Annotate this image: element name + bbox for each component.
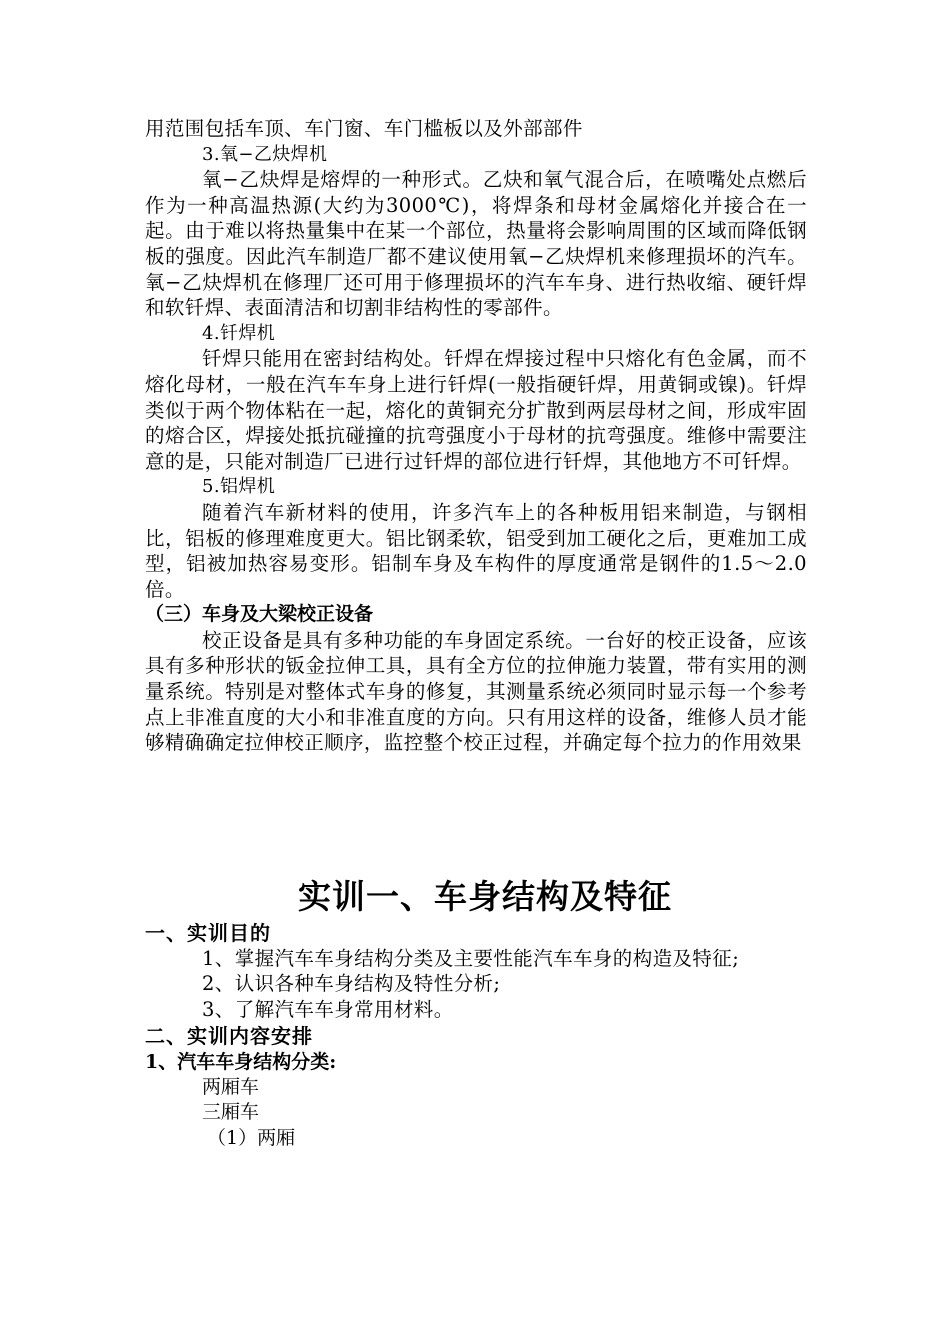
paragraph-oxy-acetylene: 氧−乙炔焊是熔焊的一种形式。乙炔和氧气混合后，在喷嘴处点燃后作为一种高温热源(大约为3000℃)，将焊条和母材金属熔化并接合在一起。由于难以将热量集中在某一个部位，热量将会影响周围的区域而降低钢板的强度。因此汽车制造厂都不建议使用氧−乙炔焊机来修理损坏的汽车。氧−乙炔焊机在修理厂还可用于修理损坏的汽车车身、进行热收缩、硬钎焊和软钎焊、表面清洁和切割非结构性的零部件。 — [145, 168, 807, 320]
list-item-two-box: 两厢车 — [202, 1075, 260, 1098]
paragraph-continuation: 用范围包括车顶、车门窗、车门槛板以及外部部件 — [145, 117, 583, 140]
paragraph-aluminum: 随着汽车新材料的使用，许多汽车上的各种板用铝来制造，与钢相比，铝板的修理难度更大。铝比钢柔软，铝受到加工硬化之后，更难加工成型，铝被加热容易变形。铝制车身及车构件的厚度通常是钢件的1.5～2.0倍。 — [145, 500, 807, 601]
blank-space — [145, 756, 807, 874]
heading-training-purpose: 一、实训目的 — [145, 920, 271, 945]
heading-body-classification: 1、汽车车身结构分类: — [145, 1050, 337, 1073]
heading-brazing-machine: 4.钎焊机 — [202, 322, 276, 344]
purpose-item-3: 3、了解汽车车身常用材料。 — [202, 998, 454, 1022]
heading-oxy-acetylene-welder: 3.氧−乙炔焊机 — [202, 143, 328, 165]
paragraph-correction-equipment: 校正设备是具有多种功能的车身固定系统。一台好的校正设备，应该具有多种形状的钣金拉伸工具，具有全方位的拉伸施力装置，带有实用的测量系统。特别是对整体式车身的修复，其测量系统必须同时显示每一个参考点上非准直度的大小和非准直度的方向。只有用这样的设备，维修人员才能够精确确定拉伸校正顺序，监控整个校正过程，并确定每个拉力的作用效果 — [145, 628, 807, 755]
list-item-three-box: 三厢车 — [202, 1101, 260, 1124]
heading-section-3: （三）车身及大梁校正设备 — [145, 603, 374, 626]
list-item-sub-1: （1）两厢 — [207, 1126, 296, 1149]
heading-aluminum-welder: 5.铝焊机 — [202, 476, 276, 498]
heading-training-arrangement: 二、实训内容安排 — [145, 1023, 313, 1048]
document-page — [145, 116, 807, 1151]
purpose-item-1: 1、掌握汽车车身结构分类及主要性能汽车车身的构造及特征; — [202, 946, 740, 970]
chapter-title: 实训一、车身结构及特征 — [298, 876, 672, 916]
paragraph-brazing: 钎焊只能用在密封结构处。钎焊在焊接过程中只熔化有色金属，而不熔化母材，一般在汽车车身上进行钎焊(一般指硬钎焊，用黄铜或镍)。钎焊类似于两个物体粘在一起，熔化的黄铜充分扩散到两层母材之间，形成牢固的熔合区，焊接处抵抗碰撞的抗弯强度小于母材的抗弯强度。维修中需要注意的是，只能对制造厂已进行过钎焊的部位进行钎焊，其他地方不可钎焊。 — [145, 347, 807, 473]
purpose-item-2: 2、认识各种车身结构及特性分析; — [202, 972, 501, 996]
